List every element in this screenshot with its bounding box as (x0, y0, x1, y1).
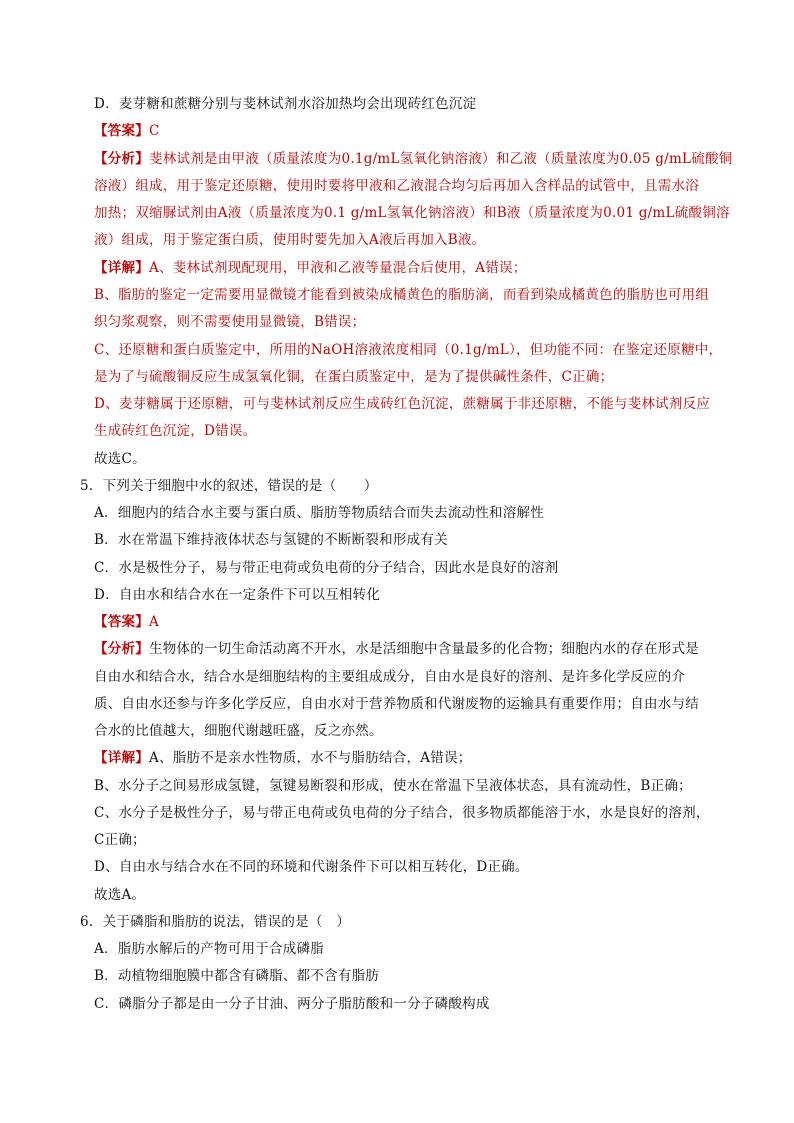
q5-detail-line-4: C正确； (94, 832, 146, 848)
q5-analysis-line-2: 自由水和结合水，结合水是细胞结构的主要组成成分，自由水是良好的溶剂、是许多化学反应的介 (94, 669, 686, 685)
analysis-text: 生物体的一切生命活动离不开水，水是活细胞中含量最多的化合物；细胞内水的存在形式是 (149, 641, 699, 657)
q5-answer (94, 612, 159, 632)
q4-analysis-line-2: 溶液）组成，用于鉴定还原糖，使用时要将甲液和乙液混合均匀后再加入含样品的试管中，且需水浴 (94, 178, 699, 194)
q6-option-a: A．脂肪水解后的产物可用于合成磷脂 (94, 941, 324, 957)
q4-detail-line-1 (94, 258, 527, 278)
q4-conclusion: 故选C。 (94, 451, 146, 467)
q4-analysis-line-3: 加热；双缩脲试剂由A液（质量浓度为0.1 g/mL氢氧化钠溶液）和B液（质量浓度为0.01 g/mL硫酸铜溶 (94, 205, 730, 221)
answer-value: A (149, 614, 159, 630)
answer-tag: 【答案】 (94, 123, 149, 139)
q5-analysis-line-4: 合水的比值越大，细胞代谢越旺盛，反之亦然。 (94, 723, 383, 739)
analysis-text: 斐林试剂是由甲液（质量浓度为0.1g/mL氢氧化钠溶液）和乙液（质量浓度为0.05 g/mL硫酸铜 (149, 151, 733, 167)
analysis-tag: 【分析】 (94, 151, 149, 167)
analysis-tag: 【分析】 (94, 641, 149, 657)
answer-tag: 【答案】 (94, 614, 149, 630)
q5-detail-line-5: D、自由水与结合水在不同的环境和代谢条件下可以相互转化，D正确。 (94, 859, 529, 875)
q5-detail-line-2: B、水分子之间易形成氢键，氢键易断裂和形成，使水在常温下呈液体状态，具有流动性，B正确； (94, 778, 692, 794)
q4-detail-line-3: 织匀浆观察，则不需要使用显微镜，B错误； (94, 314, 366, 330)
q4-option-d: D．麦芽糖和蔗糖分别与斐林试剂水浴加热均会出现砖红色沉淀 (94, 96, 477, 112)
q5-analysis-line-1 (94, 639, 699, 659)
q5-option-b: B．水在常温下维持液体状态与氢键的不断断裂和形成有关 (94, 532, 448, 548)
q5-option-a: A．细胞内的结合水主要与蛋白质、脂肪等物质结合而失去流动性和溶解性 (94, 505, 544, 521)
detail-text: A、脂肪不是亲水性物质，水不与脂肪结合，A错误； (149, 750, 472, 766)
answer-value: C (149, 123, 160, 139)
q4-detail-line-2: B、脂肪的鉴定一定需要用显微镜才能看到被染成橘黄色的脂肪滴，而看到染成橘黄色的脂肪也可用组 (94, 287, 710, 303)
q4-detail-line-7: 生成砖红色沉淀，D错误。 (94, 423, 257, 439)
q6-option-c: C．磷脂分子都是由一分子甘油、两分子脂肪酸和一分子磷酸构成 (94, 996, 490, 1012)
detail-text: A、斐林试剂现配现用，甲液和乙液等量混合后使用，A错误； (149, 260, 527, 276)
q4-detail-line-5: 是为了与硫酸铜反应生成氢氧化铜，在蛋白质鉴定中，是为了提供碱性条件，C正确； (94, 369, 614, 385)
q5-conclusion: 故选A。 (94, 887, 146, 903)
detail-tag: 【详解】 (94, 750, 149, 766)
q4-analysis-line-4: 液）组成，用于鉴定蛋白质，使用时要先加入A液后再加入B液。 (94, 232, 486, 248)
q5-stem: 5．下列关于细胞中水的叙述，错误的是（ ） (80, 478, 378, 494)
q4-detail-line-6: D、麦芽糖属于还原糖，可与斐林试剂反应生成砖红色沉淀，蔗糖属于非还原糖，不能与斐林试剂反应 (94, 396, 711, 412)
q4-detail-line-4: C、还原糖和蛋白质鉴定中，所用的NaOH溶液浓度相同（0.1g/mL），但功能不同：在鉴定还原糖中， (94, 342, 723, 358)
q6-stem: 6．关于磷脂和脂肪的说法，错误的是（ ） (80, 914, 351, 930)
q4-analysis-line-1 (94, 149, 732, 169)
q6-option-b: B．动植物细胞膜中都含有磷脂、都不含有脂肪 (94, 968, 380, 984)
q5-detail-line-3: C、水分子是极性分子，易与带正电荷或负电荷的分子结合，很多物质都能溶于水，水是良好的溶剂， (94, 805, 710, 821)
q4-answer (94, 121, 160, 141)
q5-option-c: C．水是极性分子，易与带正电荷或负电荷的分子结合，因此水是良好的溶剂 (94, 560, 559, 576)
q5-detail-line-1 (94, 748, 472, 768)
q5-analysis-line-3: 质、自由水还参与许多化学反应，自由水对于营养物质和代谢废物的运输具有重要作用；自由水与结 (94, 696, 699, 712)
q5-option-d: D．自由水和结合水在一定条件下可以互相转化 (94, 587, 381, 603)
detail-tag: 【详解】 (94, 260, 149, 276)
